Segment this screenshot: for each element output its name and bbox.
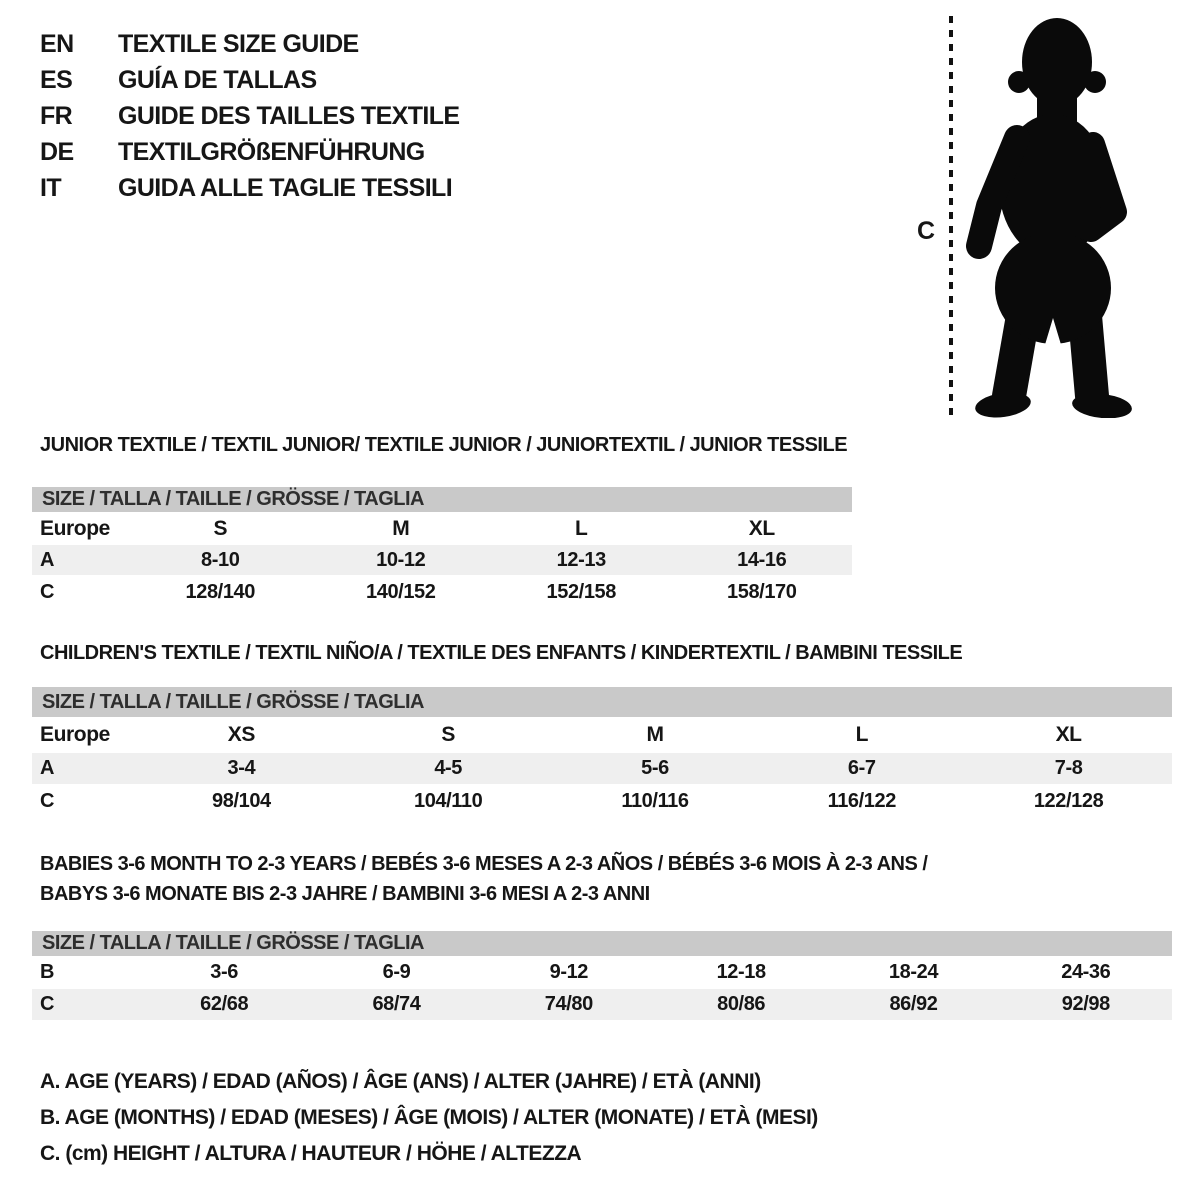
section-heading-junior: JUNIOR TEXTILE / TEXTIL JUNIOR/ TEXTILE JUNIOR / JUNIORTEXTIL / JUNIOR TESSILE [40,434,848,456]
age-cell: 12-13 [556,548,606,571]
age-cell: 18-24 [888,961,939,983]
row-label: B [40,961,55,983]
table-row [32,717,1172,753]
language-title: GUÍA DE TALLAS [118,65,317,94]
height-cell: 62/68 [200,993,249,1015]
height-cell: 86/92 [889,993,938,1015]
age-cell: 3-6 [210,961,239,983]
size-header-bar: SIZE / TALLA / TAILLE / GRÖSSE / TAGLIA [32,931,1172,956]
table-row [32,784,1172,818]
section-heading-babies [40,849,927,909]
row-label: C [40,789,55,812]
language-code: EN [40,29,74,58]
age-cell: 12-18 [716,961,766,983]
legend-line-c: C. (cm) HEIGHT / ALTURA / HAUTEUR / HÖHE / ALTEZZA [40,1142,582,1165]
height-cell: 140/152 [366,580,436,603]
height-cell: 152/158 [546,580,616,603]
children-size-table [32,687,1172,818]
table-row [32,989,1172,1020]
table-row [32,753,1172,784]
language-code: FR [40,101,73,130]
height-dashed-line [946,16,956,416]
age-cell: 8-10 [201,548,240,571]
height-cell: 92/98 [1061,993,1110,1015]
language-code: ES [40,65,73,94]
section-heading-children: CHILDREN'S TEXTILE / TEXTIL NIÑO/A / TEXTILE DES ENFANTS / KINDERTEXTIL / BAMBINI TESSILE [40,642,963,664]
size-cell: XS [227,723,255,746]
legend-line-b: B. AGE (MONTHS) / EDAD (MESES) / ÂGE (MOIS) / ALTER (MONATE) / ETÀ (MESI) [40,1106,818,1129]
language-title: TEXTILE SIZE GUIDE [118,29,359,58]
measurement-legend [40,1064,818,1172]
height-cell: 80/86 [717,993,766,1015]
babies-size-table [32,931,1172,1020]
table-row [32,575,852,609]
age-cell: 24-36 [1061,961,1111,983]
size-cell: XL [1055,723,1082,746]
toddler-silhouette-icon [965,16,1137,418]
age-cell: 7-8 [1054,757,1083,779]
size-cell: XL [748,516,775,540]
age-cell: 14-16 [737,548,787,571]
age-cell: 4-5 [434,757,463,779]
baby-figure-area [905,14,1145,420]
babies-heading-line-2: BABYS 3-6 MONATE BIS 2-3 JAHRE / BAMBINI 3-6 MESI A 2-3 ANNI [40,883,650,905]
row-label: C [40,993,55,1015]
height-cell: 98/104 [212,789,271,812]
height-measure-label: C [917,217,936,245]
height-cell: 110/116 [621,789,689,812]
size-cell: L [575,516,588,540]
row-label: A [40,757,55,779]
height-cell: 74/80 [544,993,593,1015]
age-cell: 10-12 [376,548,426,571]
age-cell: 6-9 [382,961,411,983]
language-title: GUIDE DES TAILLES TEXTILE [118,101,460,130]
height-cell: 158/170 [727,580,797,603]
language-title: GUIDA ALLE TAGLIE TESSILI [118,173,453,202]
babies-heading-line-1: BABIES 3-6 MONTH TO 2-3 YEARS / BEBÉS 3-6 MESES A 2-3 AÑOS / BÉBÉS 3-6 MOIS À 2-3 ANS / [40,853,928,875]
language-title-list [40,26,460,206]
size-header-bar: SIZE / TALLA / TAILLE / GRÖSSE / TAGLIA [32,687,1172,717]
size-cell: L [855,723,868,746]
height-cell: 128/140 [185,580,255,603]
size-cell: S [441,723,455,746]
height-cell: 116/122 [827,789,896,812]
age-cell: 9-12 [549,961,589,983]
age-cell: 3-4 [227,757,256,779]
age-cell: 5-6 [641,757,669,779]
size-header-bar: SIZE / TALLA / TAILLE / GRÖSSE / TAGLIA [32,487,852,512]
table-row [32,512,852,545]
language-row [40,98,460,134]
row-label: C [40,580,55,603]
age-cell: 6-7 [847,757,876,779]
language-title: TEXTILGRÖßENFÜHRUNG [118,137,425,166]
row-label: A [40,548,55,571]
height-cell: 68/74 [372,993,421,1015]
row-label: Europe [40,516,110,540]
size-cell: S [213,516,228,540]
size-cell: M [392,516,410,540]
language-code: DE [40,137,74,166]
row-label: Europe [40,723,110,746]
height-cell: 122/128 [1033,789,1104,812]
junior-size-table [32,487,852,609]
language-row [40,134,460,170]
language-code: IT [40,173,62,202]
language-row [40,62,460,98]
language-row [40,170,460,206]
table-row [32,545,852,575]
height-cell: 104/110 [413,789,483,812]
legend-line-a: A. AGE (YEARS) / EDAD (AÑOS) / ÂGE (ANS) / ALTER (JAHRE) / ETÀ (ANNI) [40,1070,761,1093]
language-row [40,26,460,62]
table-row [32,956,1172,989]
size-cell: M [646,723,664,746]
